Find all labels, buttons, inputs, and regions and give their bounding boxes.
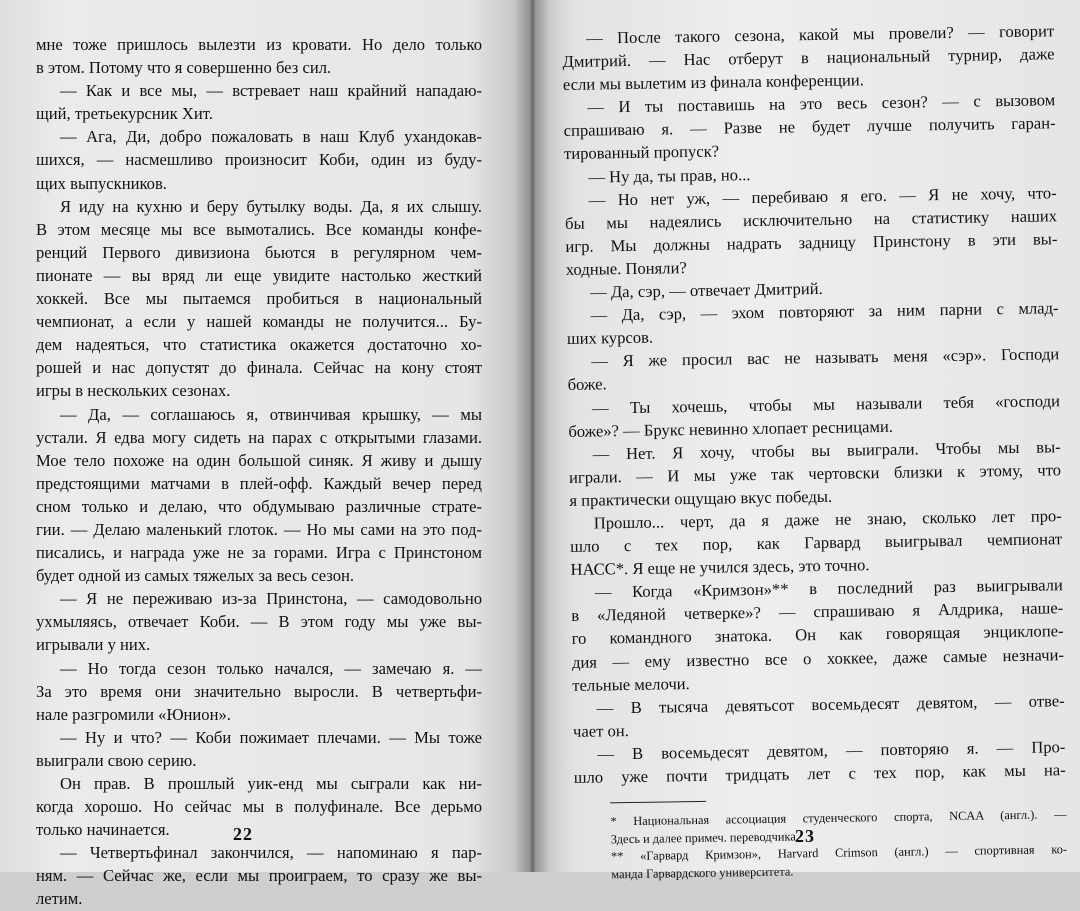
text-line: За это время они значительно выросли. В четвертьфи- [36, 681, 482, 701]
text-line: тированный пропуск? [563, 142, 720, 164]
text-line: — Нет. Я хочу, чтобы вы выиграли. Чтобы мы вы- [592, 436, 1061, 464]
text-line: щий, третьекурсник Хит. [36, 104, 213, 124]
left-page [0, 0, 530, 909]
right-page-text [562, 19, 1066, 789]
text-line: гии. — Делаю маленький глоток. — Но мы сами на это под- [36, 519, 482, 539]
text-line: спрашиваю я. — Разве не будет лучше получить гаран- [563, 113, 1056, 141]
text-line: когда хорошо. Но сейчас мы в полуфинале. Все дерьмо [36, 797, 482, 817]
text-line: пионате — вы вряд ли еще увидите настолько жесткий [36, 265, 482, 285]
text-line: — В тысяча девятьсот восемьдесят девятом, — отве- [596, 690, 1065, 718]
text-line: сном только и делаю, что обдумываю различные страте- [36, 496, 482, 516]
text-line: — Я не переживаю из-за Принстона, — самодовольно [60, 589, 482, 609]
text-line: тельные мелочи. [572, 673, 690, 695]
text-line: шихся, — насмешливо произносит Коби, один из буду- [36, 150, 482, 170]
text-line: — И ты поставишь на это весь сезон? — с вызовом [587, 90, 1056, 117]
footnote-line: манда Гарвардского университета. [611, 864, 794, 881]
text-line: ухмыляясь, отвечает Коби. — В этом году мы уже вы- [36, 612, 482, 632]
text-line: хоккей. Все мы пытаемся пробиться в национальный [36, 289, 482, 309]
text-line: дем надеяться, что статистика окажется достаточно хо- [36, 335, 482, 355]
text-line: — После такого сезона, какой мы провели? — говорит [586, 21, 1055, 48]
text-line: Дмитрий. — Нас отберут в национальный турнир, даже [562, 44, 1055, 72]
text-line: шло уже почти тридцать лет с тех пор, как мы на- [573, 760, 1066, 787]
text-line: ренций Первого дивизиона бьются в регулярном чем- [36, 242, 482, 262]
text-line: В этом месяце мы все вымотались. Все команды конфе- [36, 219, 482, 239]
text-line: ням. — Сейчас же, если мы проиграем, то сразу же вы- [36, 866, 482, 886]
right-page-text-block [562, 21, 1068, 884]
footnote-rule [610, 801, 706, 804]
text-line: — Четвертьфинал закончился, — напоминаю я пар- [60, 843, 482, 863]
text-line: Я иду на кухню и беру бутылку воды. Да, я их слышу. [60, 196, 482, 216]
left-page-text [36, 33, 482, 911]
text-line: нале разгромили «Юнион». [36, 704, 231, 724]
text-line: — Но нет уж, — перебиваю я его. — Я не хочу, что- [588, 182, 1057, 210]
text-line: го командного знатока. Он как говорящая энциклопе- [571, 621, 1064, 649]
text-line: — В восемьдесят девятом, — повторяю я. — Про- [597, 737, 1066, 764]
text-line: играли. — И мы уже так чертовски близки к этому, что [568, 459, 1062, 487]
text-line: НАСС*. Я еще не учился здесь, это точно. [570, 555, 870, 580]
text-line: чемпионат, а если у нашей команды не получится... Бу- [36, 312, 482, 332]
text-line: будет одной из самых тяжелых за весь сезон. [36, 566, 355, 586]
text-line: — Я же просил вас не называть меня «сэр». Господи [591, 344, 1060, 371]
text-line: шло с тех пор, как Гарвард выигрывал чемпионат [570, 529, 1063, 556]
text-line: игры в нескольких сезонах. [36, 381, 231, 401]
text-line: — Ну и что? — Коби пожимает плечами. — Мы тоже [60, 727, 482, 747]
text-line: писались, и награда уже не за горами. Игра с Принстоном [36, 543, 482, 563]
right-page [530, 0, 1080, 881]
text-line: — Когда «Кримзон»** в последний раз выигрывали [594, 575, 1063, 602]
footnote-line: * Национальная ассоциация студенческого спорта, NCAA (англ.). — [610, 807, 1067, 829]
text-line: игрывали у них. [36, 635, 151, 655]
text-line: дия — ему известно все о хоккее, даже самые незначи- [571, 644, 1065, 672]
text-line: летим. [36, 889, 83, 909]
text-line: только начинается. [36, 820, 170, 840]
text-line: боже»? — Брукс невинно хлопает ресницами. [568, 416, 894, 441]
text-line: Мое тело похоже на один большой синяк. Я живу и дышу [36, 450, 482, 470]
text-line: игр. Мы должны надрать задницу Принстону в эти вы- [565, 229, 1058, 256]
footnotes [574, 806, 1067, 884]
text-line: — Да, — соглашаюсь я, отвинчивая крышку, — мы [60, 404, 482, 424]
text-line: — Да, сэр, — отвечает Дмитрий. [590, 278, 823, 302]
text-line: — Ты хочешь, чтобы мы называли тебя «господи [591, 390, 1061, 418]
book-gutter-shadow [514, 0, 550, 872]
text-line: рошей и нас допустят до финала. Сейчас на кону стоят [36, 358, 482, 378]
text-line: — Ну да, ты прав, но... [588, 164, 751, 187]
text-line: устали. Я едва могу сидеть на парах с открытыми глазами. [36, 427, 482, 447]
left-page-number: 22 [233, 824, 253, 844]
text-line: я практически ощущаю вкус победы. [569, 486, 833, 510]
text-line: в этом. Потому что я совершенно без сил. [36, 58, 332, 78]
footnote-line: ** «Гарвард Кримзон», Harvard Crimson (англ.) — спортивная ко- [610, 842, 1068, 864]
text-line: предстоящими матчами в плей-офф. Каждый вечер перед [36, 473, 482, 493]
text-line: ших курсов. [566, 327, 654, 349]
right-page-number: 23 [795, 826, 815, 846]
text-line: — Да, сэр, — эхом повторяют за ним парни с млад- [590, 298, 1059, 325]
text-line: в «Ледяной четверке»? — спрашиваю я Алдрика, наше- [571, 598, 1064, 626]
text-line: чает он. [572, 720, 630, 741]
text-line: мне тоже пришлось вылезти из кровати. Но дело только [36, 35, 482, 54]
text-line: — Как и все мы, — встревает наш крайний нападаю- [60, 81, 482, 101]
text-line: Прошло... черт, да я даже не знаю, сколько лет про- [593, 506, 1062, 533]
text-line: бы мы надеялись исключительно на статистику наших [564, 205, 1058, 233]
text-line: — Но тогда сезон только начался, — замечаю я. — [60, 658, 482, 678]
text-line: выиграли свою серию. [36, 750, 197, 770]
footnote-line: Здесь и далее примеч. переводчика. [610, 828, 799, 846]
text-line: ходные. Поняли? [565, 258, 687, 279]
text-line: Он прав. В прошлый уик-енд мы сыграли как ни- [60, 774, 482, 793]
text-line: щих выпускников. [36, 173, 167, 193]
right-page-text-tilt [562, 19, 1067, 884]
text-line: боже. [567, 374, 607, 395]
text-line: — Ага, Ди, добро пожаловать в наш Клуб ухандокав- [60, 127, 482, 147]
text-line: если мы вылетим из финала конференции. [562, 70, 864, 95]
